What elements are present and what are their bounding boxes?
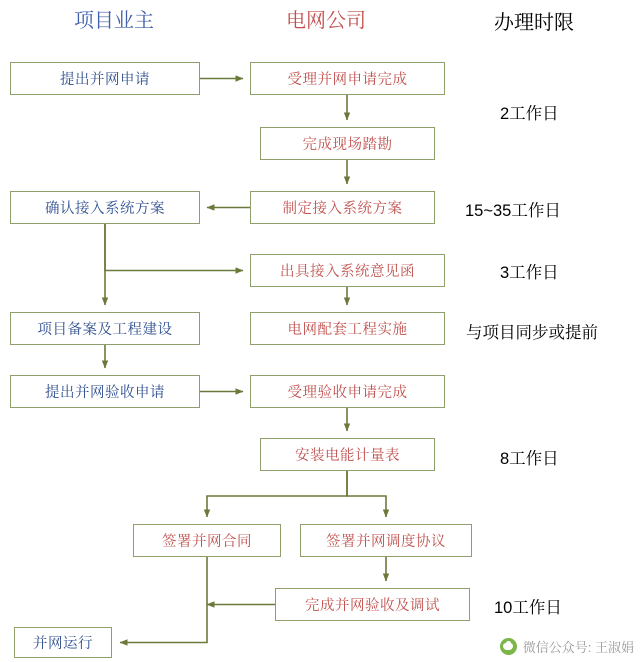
watermark <box>500 637 634 656</box>
node-project-filing-and-construction[interactable]: 项目备案及工程建设 <box>10 312 200 345</box>
node-sign-grid-connection-contract[interactable]: 签署并网合同 <box>133 524 281 557</box>
node-submit-acceptance-application[interactable]: 提出并网验收申请 <box>10 375 200 408</box>
column-title-processing-time: 办理时限 <box>494 12 574 34</box>
node-install-electricity-meter[interactable]: 安装电能计量表 <box>260 438 435 471</box>
node-formulate-access-system-plan[interactable]: 制定接入系统方案 <box>250 191 435 224</box>
node-sign-dispatch-agreement[interactable]: 签署并网调度协议 <box>300 524 472 557</box>
node-grid-supporting-works-implementation[interactable]: 电网配套工程实施 <box>250 312 445 345</box>
node-issue-access-system-opinion-letter[interactable]: 出具接入系统意见函 <box>250 254 445 287</box>
node-accept-grid-connection-application[interactable]: 受理并网申请完成 <box>250 62 445 95</box>
node-submit-grid-connection-application[interactable]: 提出并网申请 <box>10 62 200 95</box>
column-title-grid-company: 电网公司 <box>286 10 366 32</box>
time-label-2-working-days: 2工作日 <box>500 105 559 123</box>
time-label-8-working-days: 8工作日 <box>500 450 559 468</box>
node-grid-connected-operation[interactable]: 并网运行 <box>14 627 112 658</box>
time-label-sync-or-ahead: 与项目同步或提前 <box>466 324 598 342</box>
time-label-3-working-days: 3工作日 <box>500 264 559 282</box>
time-label-15-35-working-days: 15~35工作日 <box>465 202 561 220</box>
node-accept-acceptance-application[interactable]: 受理验收申请完成 <box>250 375 445 408</box>
time-label-10-working-days: 10工作日 <box>494 599 562 617</box>
node-complete-site-survey[interactable]: 完成现场踏勘 <box>260 127 435 160</box>
watermark-text: 微信公众号: 王淑娟 <box>522 640 634 655</box>
wechat-icon <box>500 638 517 655</box>
node-complete-acceptance-and-commissioning[interactable]: 完成并网验收及调试 <box>275 588 470 621</box>
node-confirm-access-system-plan[interactable]: 确认接入系统方案 <box>10 191 200 224</box>
column-title-owner: 项目业主 <box>74 10 154 32</box>
